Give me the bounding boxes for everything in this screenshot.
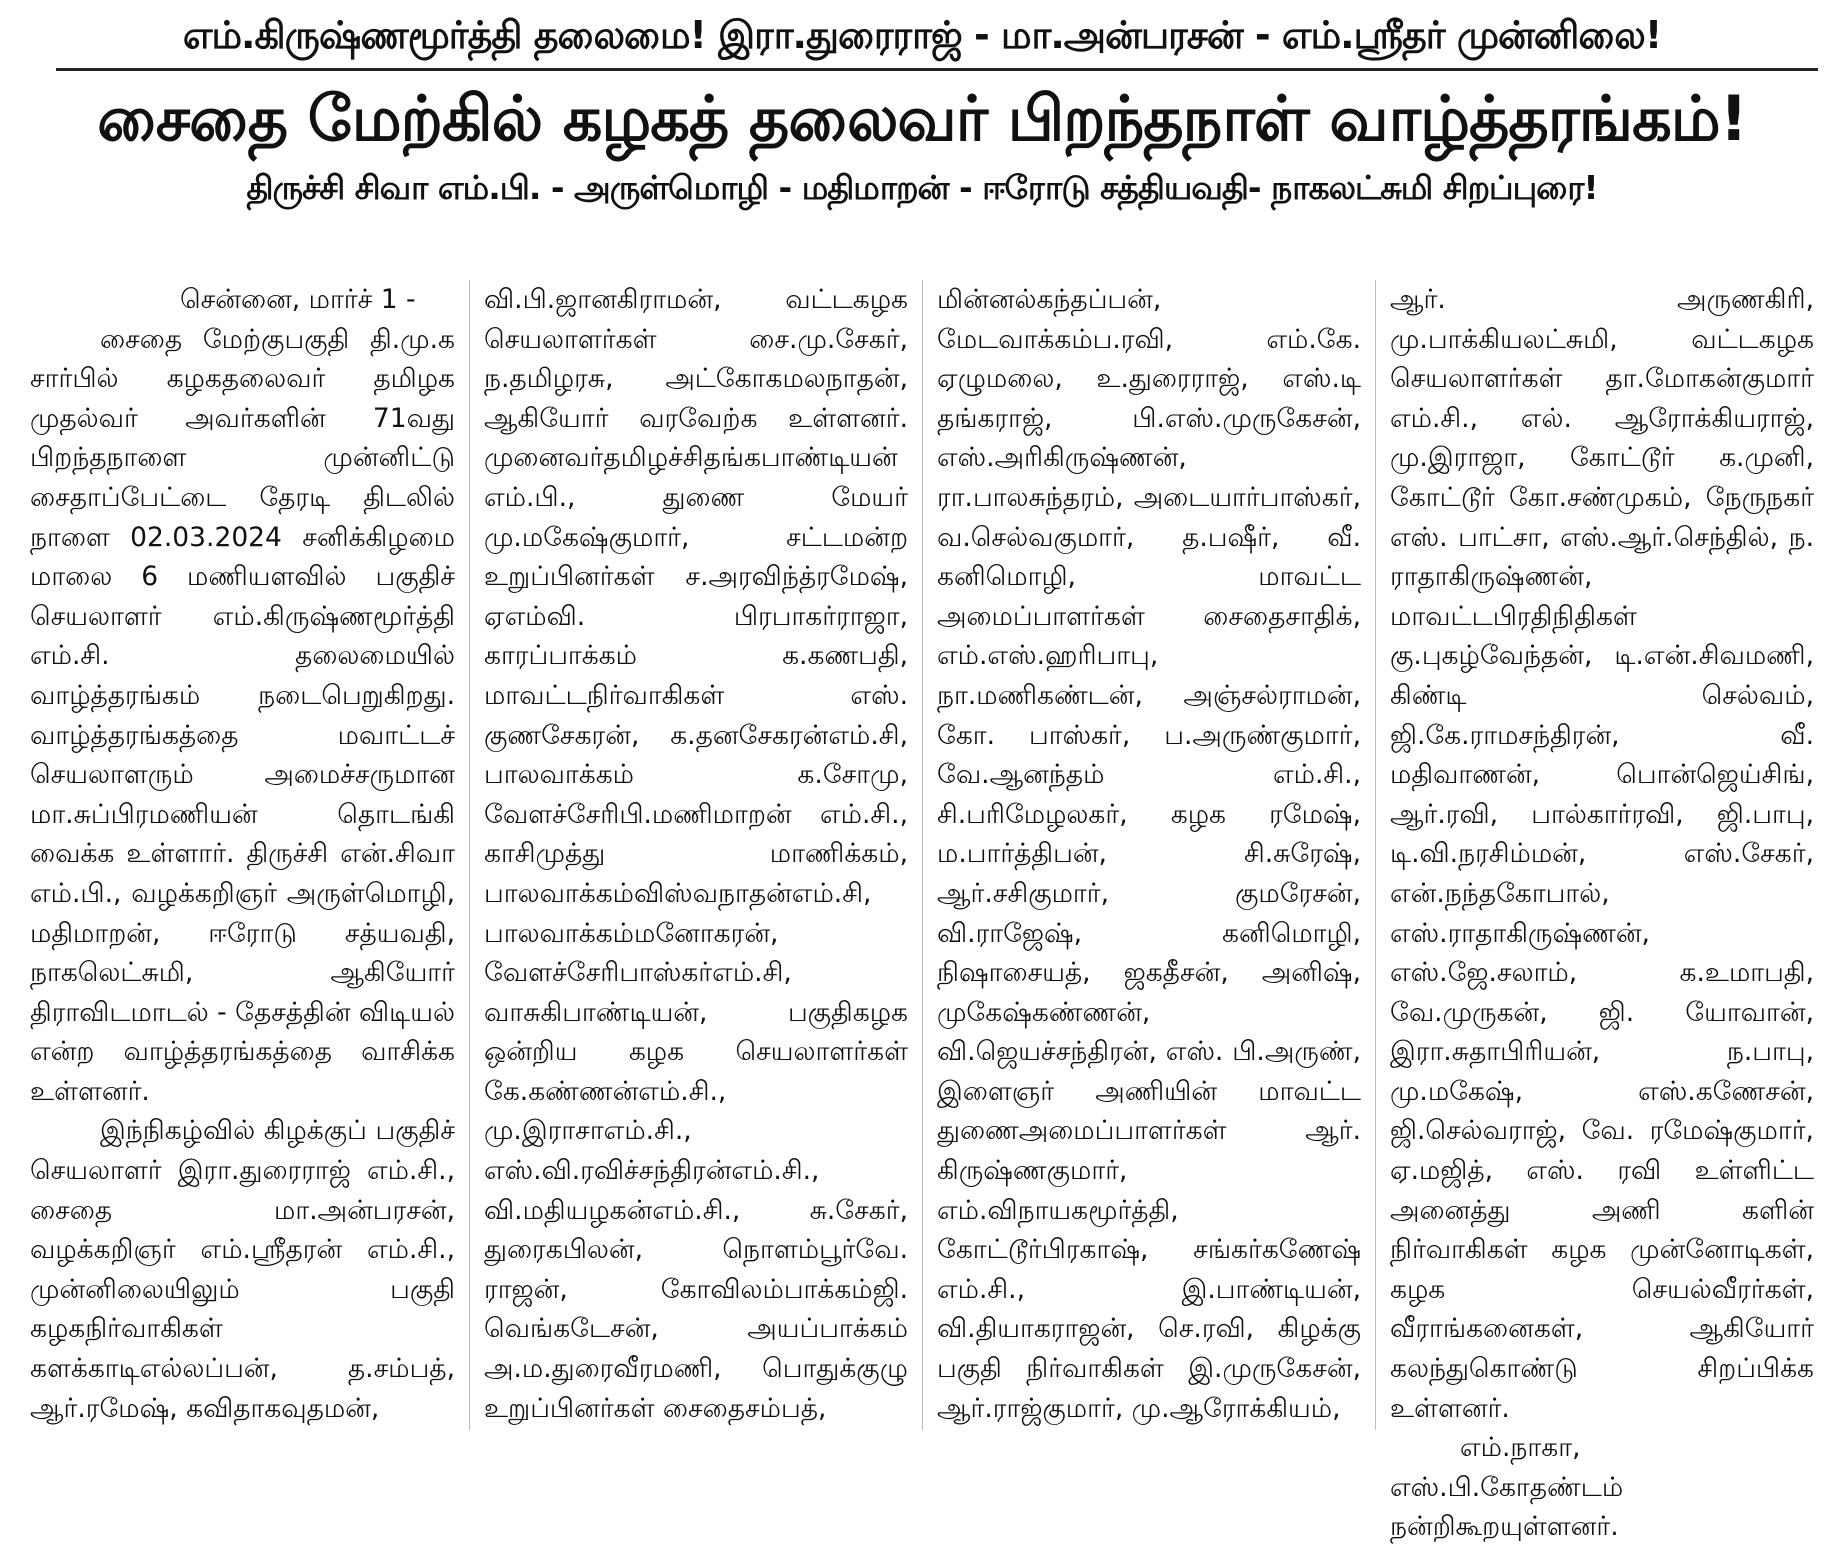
column-1 xyxy=(16,280,469,1430)
article-body xyxy=(16,280,1828,1543)
article-paragraph-3: எம்.நாகா, எஸ்.பி.கோதண்டம் நன்றிகூறயுள்ளனர். xyxy=(1390,1432,1624,1543)
article-paragraph-2: இந்நிகழ்வில் கிழக்குப் பகுதிச் செயலாளர் இரா.துரைராஜ் எம்.சி., சைதை மா.அன்பரசன், வழக்கறிஞர் எம்.ஸ்ரீதரன் எம்.சி., முன்னிலையிலும் பகுதி கழகநிர்வாகிகள் களக்காடிஎல்லப்பன், த.சம்பத், ஆர்.ரமேஷ், கவிதாகவுதமன், xyxy=(30,1115,455,1424)
column-3 xyxy=(922,280,1375,1430)
article-paragraph-1: சைதை மேற்குபகுதி தி.மு.க சார்பில் கழகதலைவர் தமிழக முதல்வர் அவர்களின் 71வது பிறந்தநாளை முன்னிட்டு சைதாப்பேட்டை தேரடி திடலில் நாளை 02.03.2024 சனிக்கிழமை மாலை 6 மணியளவில் பகுதிச் செயலாளர் எம்.கிருஷ்ணமூர்த்தி எம்.சி. தலைமையில் வாழ்த்தரங்கம் நடைபெறுகிறது. வாழ்த்தரங்கத்தை மவாட்டச் செயலாளரும் அமைச்சருமான மா.சுப்பிரமணியன் தொடங்கி வைக்க உள்ளார். திருச்சி என்.சிவா எம்.பி., வழக்கறிஞர் அருள்மொழி, மதிமாறன், ஈரோடு சத்யவதி, நாகலெட்சுமி, ஆகியோர் திராவிடமாடல் - தேசத்தின் விடியல் என்ற வாழ்த்தரங்கத்தை வாசிக்க உள்ளனர். xyxy=(30,323,455,1107)
headline: சைதை மேற்கில் கழகத் தலைவர் பிறந்தநாள் வாழ்த்தரங்கம்! xyxy=(97,82,1747,155)
kicker-line: எம்.கிருஷ்ணமூர்த்தி தலைமை! இரா.துரைராஜ் - மா.அன்பரசன் - எம்.ஸ்ரீதர் முன்னிலை! xyxy=(182,13,1662,57)
article-paragraph-2-continued: வி.பி.ஜானகிராமன், வட்டகழக செயலாளர்கள் சை.மு.சேகர், ந.தமிழரசு, அட்கோகமலநாதன், ஆகியோர் வரவேற்க உள்ளனர். முனைவர்தமிழச்சிதங்கபாண்டியன் எம்.பி., துணை மேயர் மு.மகேஷ்குமார், சட்டமன்ற உறுப்பினர்கள் ச.அரவிந்த்ரமேஷ், ஏஎம்வி. பிரபாகர்ராஜா, காரப்பாக்கம் க.கணபதி, மாவட்டநிர்வாகிகள் எஸ். குணசேகரன், க.தனசேகரன்எம்.சி, பாலவாக்கம் க.சோமு, வேளச்சேரிபி.மணிமாறன் எம்.சி., காசிமுத்து மாணிக்கம், பாலவாக்கம்விஸ்வநாதன்எம்.சி, பாலவாக்கம்மனோகரன், வேளச்சேரிபாஸ்கர்எம்.சி, வாசுகிபாண்டியன், பகுதிகழக ஒன்றிய கழக செயலாளர்கள் கே.கண்ணன்எம்.சி., மு.இராசாஎம்.சி., எஸ்.வி.ரவிச்சந்திரன்எம்.சி., வி.மதியழகன்எம்.சி., சு.சேகர், துரைகபிலன், நொளம்பூர்வே. ராஜன், கோவிலம்பாக்கம்ஜி. வெங்கடேசன், அயப்பாக்கம் அ.ம.துரைவீரமணி, பொதுக்குழு உறுப்பினர்கள் சைதைசம்பத், xyxy=(484,284,908,1424)
column-4 xyxy=(1375,280,1828,1543)
article-paragraph-2-continued: மின்னல்கந்தப்பன், மேடவாக்கம்ப.ரவி, எம்.கே. ஏழுமலை, உ.துரைராஜ், எஸ்.டி தங்கராஜ், பி.எஸ்.முருகேசன், எஸ்.அரிகிருஷ்ணன், ரா.பாலசுந்தரம், அடையார்பாஸ்கர், வ.செல்வகுமார், த.பஷீர், வீ. கனிமொழி, மாவட்ட அமைப்பாளர்கள் சைதைசாதிக், எம்.எஸ்.ஹரிபாபு, நா.மணிகண்டன், அஞ்சல்ராமன், கோ. பாஸ்கர், ப.அருண்குமார், வே.ஆனந்தம் எம்.சி., சி.பரிமேழலகர், கழக ரமேஷ், ம.பார்த்திபன், சி.சுரேஷ், ஆர்.சசிகுமார், குமரேசன், வி.ராஜேஷ், கனிமொழி, நிஷாசையத், ஜகதீசன், அனிஷ், முகேஷ்கண்ணன், வி.ஜெயச்சந்திரன், எஸ். பி.அருண், இளைஞர் அணியின் மாவட்ட துணைஅமைப்பாளர்கள் ஆர். கிருஷ்ணகுமார், எம்.விநாயகமூர்த்தி, கோட்டூர்பிரகாஷ், சங்கர்கணேஷ் எம்.சி., இ.பாண்டியன், வி.தியாகராஜன், செ.ரவி, கிழக்கு பகுதி நிர்வாகிகள் இ.முருகேசன், ஆர்.ராஜ்குமார், மு.ஆரோக்கியம், xyxy=(937,284,1361,1424)
divider-rule xyxy=(56,68,1818,71)
dateline: சென்னை, மார்ச் 1 - xyxy=(180,284,416,315)
subheadline: திருச்சி சிவா எம்.பி. - அருள்மொழி - மதிமாறன் - ஈரோடு சத்தியவதி- நாகலட்சுமி சிறப்புரை! xyxy=(246,168,1598,207)
article-paragraph-2-continued: ஆர். அருணகிரி, மு.பாக்கியலட்சுமி, வட்டகழக செயலாளர்கள் தா.மோகன்குமார் எம்.சி., எல். ஆரோக்கியராஜ், மு.இராஜா, கோட்டூர் க.முனி, கோட்டூர் கோ.சண்முகம், நேருநகர் எஸ். பாட்சா, எஸ்.ஆர்.செந்தில், ந. ராதாகிருஷ்ணன், மாவட்டபிரதிநிதிகள் கு.புகழ்வேந்தன், டி.என்.சிவமணி, கிண்டி செல்வம், ஜி.கே.ராமசந்திரன், வீ. மதிவாணன், பொன்ஜெய்சிங், ஆர்.ரவி, பால்கார்ரவி, ஜி.பாபு, டி.வி.நரசிம்மன், எஸ்.சேகர், என்.நந்தகோபால், எஸ்.ராதாகிருஷ்ணன், எஸ்.ஜே.சலாம், க.உமாபதி, வே.முருகன், ஜி. யோவான், இரா.சுதாபிரியன், ந.பாபு, மு.மகேஷ், எஸ்.கணேசன், ஜி.செல்வராஜ், வே. ரமேஷ்குமார், ஏ.மஜித், எஸ். ரவி உள்ளிட்ட அனைத்து அணி களின் நிர்வாகிகள் கழக முன்னோடிகள், கழக செயல்வீரர்கள், வீராங்கனைகள், ஆகியோர் கலந்துகொண்டு சிறப்பிக்க உள்ளனர். xyxy=(1390,284,1814,1424)
column-2 xyxy=(469,280,922,1430)
